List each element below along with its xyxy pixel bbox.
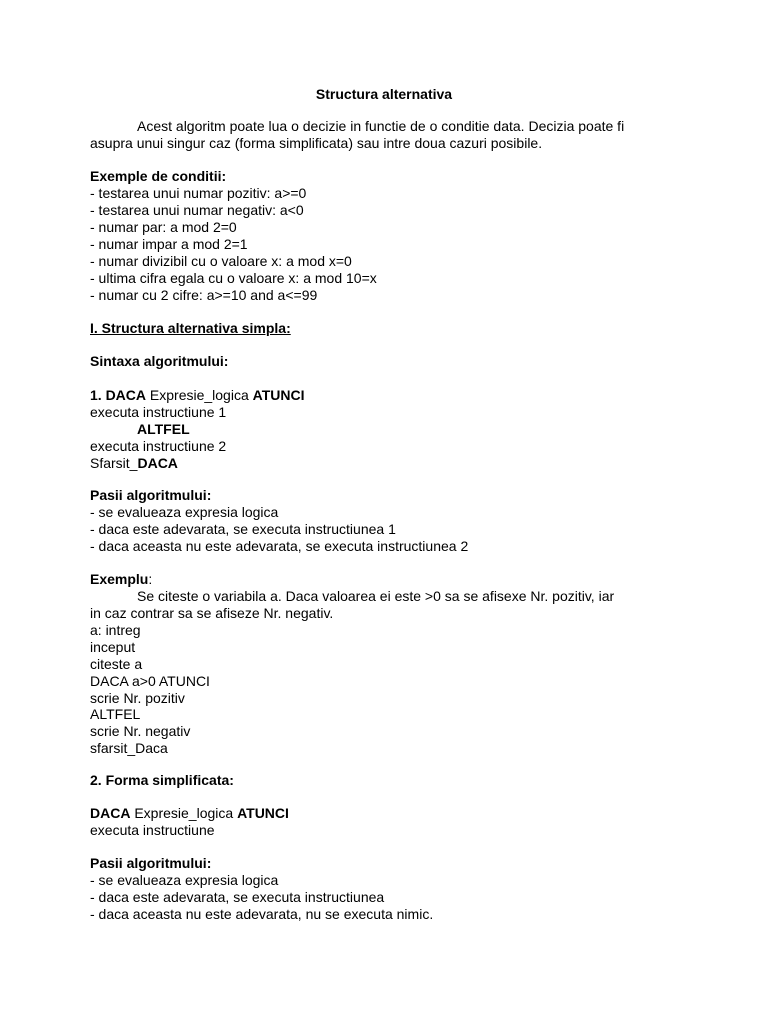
example-text-1: Se citeste o variabila a. Daca valoarea ei este >0 sa se afisexe Nr. pozitiv, iar: [137, 588, 615, 604]
syntax-sfarsit: Sfarsit_: [90, 455, 138, 471]
conditions-heading: Exemple de conditii:: [90, 168, 227, 184]
simple-daca-keyword: DACA: [90, 805, 131, 821]
example-heading-line: [90, 571, 152, 588]
step-item: - daca aceasta nu este adevarata, nu se executa nimic.: [90, 906, 434, 922]
condition-item: - testarea unui numar pozitiv: a>=0: [90, 185, 307, 201]
syntax-atunci-keyword: ATUNCI: [252, 387, 305, 403]
syntax-heading: Sintaxa algoritmului:: [90, 353, 229, 369]
intro-line-1: Acest algoritm poate lua o decizie in functie de o conditie data. Decizia poate fi: [137, 118, 625, 134]
simple-atunci-keyword: ATUNCI: [237, 805, 289, 821]
syntax-if-line: [90, 387, 304, 404]
simple-syntax-line: [90, 805, 289, 822]
syntax-daca-keyword: 1. DACA: [90, 387, 147, 403]
step-item: - daca este adevarata, se executa instructiunea: [90, 889, 385, 905]
syntax-altfel-keyword: ALTFEL: [137, 421, 190, 437]
syntax-expression: Expresie_logica: [146, 387, 253, 403]
step-item: - se evalueaza expresia logica: [90, 504, 279, 520]
intro-line-2: asupra unui singur caz (forma simplificata) sau intre doua cazuri posibile.: [90, 135, 543, 151]
condition-item: - numar par: a mod 2=0: [90, 219, 237, 235]
example-colon: :: [148, 571, 153, 587]
code-line: scrie Nr. pozitiv: [90, 690, 185, 706]
syntax-exec-2: executa instructiune 2: [90, 438, 227, 454]
steps-heading-2: Pasii algoritmului:: [90, 855, 212, 871]
page-title: Structura alternativa: [315, 86, 453, 102]
step-item: - daca este adevarata, se executa instructiunea 1: [90, 521, 396, 537]
steps-heading-1: Pasii algoritmului:: [90, 487, 212, 503]
example-heading: Exemplu: [90, 571, 149, 587]
condition-item: - numar impar a mod 2=1: [90, 236, 248, 252]
syntax-exec-1: executa instructiune 1: [90, 404, 227, 420]
simple-exec: executa instructiune: [90, 822, 215, 838]
code-line: inceput: [90, 639, 136, 655]
code-line: DACA a>0 ATUNCI: [90, 673, 210, 689]
step-item: - daca aceasta nu este adevarata, se executa instructiunea 2: [90, 538, 469, 554]
section-2-heading: 2. Forma simplificata:: [90, 772, 234, 788]
step-item: - se evalueaza expresia logica: [90, 872, 279, 888]
condition-item: - testarea unui numar negativ: a<0: [90, 202, 304, 218]
code-line: citeste a: [90, 656, 143, 672]
condition-item: - numar divizibil cu o valoare x: a mod x=0: [90, 253, 352, 269]
code-line: a: intreg: [90, 622, 141, 638]
condition-item: - numar cu 2 cifre: a>=10 and a<=99: [90, 287, 318, 303]
simple-expression: Expresie_logica: [130, 805, 238, 821]
code-line: ALTFEL: [90, 706, 141, 722]
example-text-2: in caz contrar sa se afiseze Nr. negativ.: [90, 605, 334, 621]
syntax-end-line: [90, 455, 178, 472]
code-line: sfarsit_Daca: [90, 740, 168, 756]
condition-item: - ultima cifra egala cu o valoare x: a mod 10=x: [90, 270, 377, 286]
code-line: scrie Nr. negativ: [90, 723, 191, 739]
syntax-end-daca-keyword: DACA: [137, 455, 178, 471]
section-1-heading: I. Structura alternativa simpla:: [90, 320, 291, 336]
